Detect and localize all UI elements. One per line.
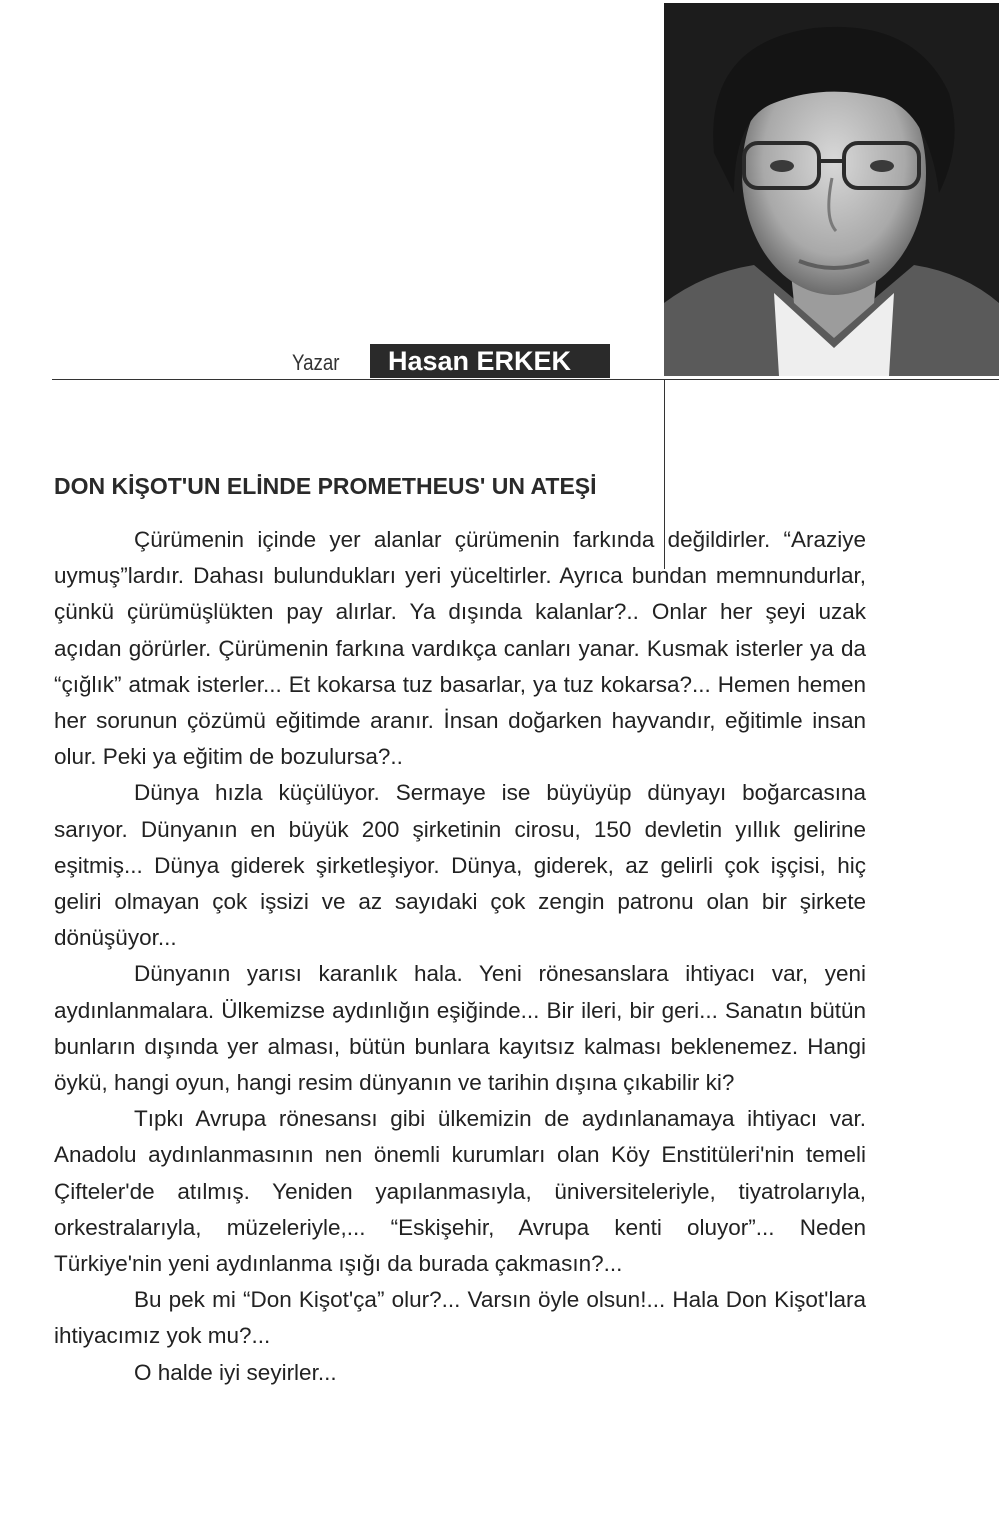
article-body bbox=[54, 522, 866, 1391]
author-name: Hasan ERKEK bbox=[388, 346, 572, 376]
header-divider bbox=[52, 379, 999, 380]
article-title: DON KİŞOT'UN ELİNDE PROMETHEUS' UN ATEŞİ bbox=[54, 473, 597, 500]
author-portrait-icon bbox=[664, 3, 999, 376]
author-photo bbox=[664, 3, 999, 376]
paragraph-1: Çürümenin içinde yer alanlar çürümenin farkında değildirler. “Araziye uymuş”lardır. Dahası bulundukları yeri yüceltirler. Ayrıca bundan memnundurlar, çünkü çürümüşlükten pay alırlar. Ya dışında kalanlar?.. Onlar her şeyi uzak açıdan görürler. Çürümenin farkına vardıkça canları yanar. Kusmak isterler ya da “çığlık” atmak isterler... Et kokarsa tuz basarlar, ya tuz kokarsa?... Hemen hemen her sorunun çözümü eğitimde aranır. İnsan doğarken hayvandır, eğitimle insan olur. Peki ya eğitim de bozulursa?.. bbox=[54, 527, 866, 770]
author-name-box bbox=[370, 344, 610, 378]
paragraph-5: Bu pek mi “Don Kişot'ça” olur?... Varsın öyle olsun!... Hala Don Kişot'lara ihtiyacımız yok mu?... bbox=[54, 1287, 866, 1349]
paragraph-4: Tıpkı Avrupa rönesansı gibi ülkemizin de aydınlanamaya ihtiyacı var. Anadolu aydınlanmasının nen önemli kurumları olan Köy Enstitüleri'nin temeli Çifteler'de atılmış. Yeniden yapılanmasıyla, üniversiteleriyle, tiyatrolarıyla, orkestralarıyla, müzeleriyle,... “Eskişehir, Avrupa kenti oluyor”... Neden Türkiye'nin yeni aydınlanma ışığı da burada çakmasın?... bbox=[54, 1106, 866, 1277]
paragraph-2: Dünya hızla küçülüyor. Sermaye ise büyüyüp dünyayı boğarcasına sarıyor. Dünyanın en büyük 200 şirketinin cirosu, 150 devletin yıllık gelirine eşitmiş... Dünya giderek şirketleşiyor. Dünya, giderek, az gelirli çok işçisi, hiç geliri olmayan çok işsizi ve az sayıdaki çok zengin patronu olan bir şirkete dönüşüyor... bbox=[54, 780, 866, 951]
byline-label: Yazar bbox=[292, 350, 340, 375]
paragraph-6: O halde iyi seyirler... bbox=[134, 1359, 337, 1385]
paragraph-3: Dünyanın yarısı karanlık hala. Yeni rönesanslara ihtiyacı var, yeni aydınlanmalara. Ülkemizse aydınlığın eşiğinde... Bir ileri, bir geri... Sanatın bütün bunların dışında yer alması, bütün bunlara kayıtsız kalması beklenemez. Hangi öykü, hangi oyun, hangi resim dünyanın ve tarihin dışına çıkabilir ki? bbox=[54, 961, 866, 1096]
